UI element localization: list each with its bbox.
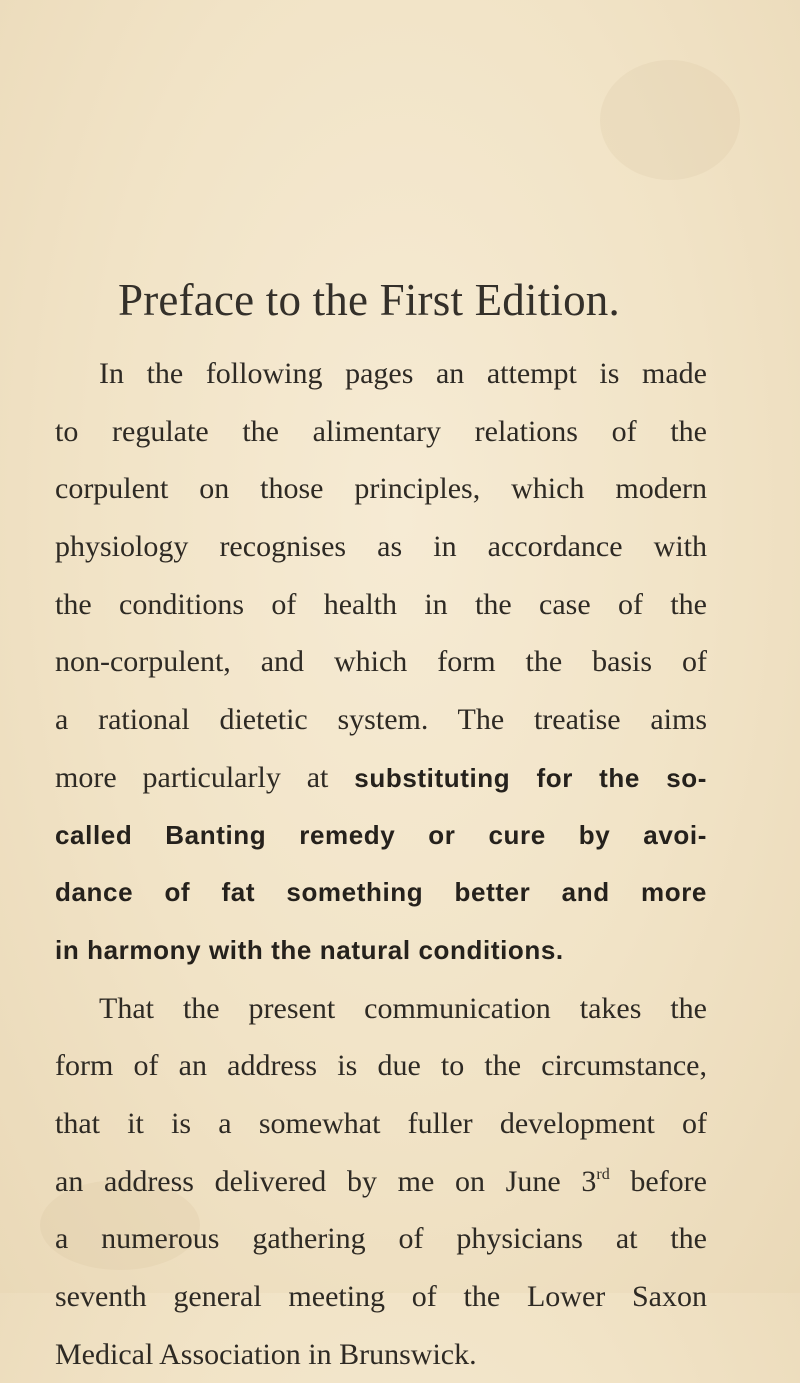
text-line: a numerous gathering of physicians at the bbox=[55, 1222, 707, 1256]
text-line: form of an address is due to the circumstance, bbox=[55, 1049, 707, 1083]
text-line-before: an address delivered by me on June 3 bbox=[55, 1164, 597, 1198]
bold-text-line: in harmony with the natural conditions. bbox=[55, 934, 564, 965]
preface-body bbox=[55, 345, 707, 1383]
text-line-plain-part: more particularly at bbox=[55, 760, 355, 794]
bold-text-line: dance of fat something better and more bbox=[55, 877, 707, 908]
text-line: corpulent on those principles, which modern bbox=[55, 472, 707, 506]
text-line: physiology recognises as in accordance with bbox=[55, 530, 707, 564]
text-line: a rational dietetic system. The treatise aims bbox=[55, 703, 707, 737]
text-line: Medical Association in Brunswick. bbox=[55, 1337, 477, 1371]
text-line-mixed bbox=[55, 749, 707, 807]
text-line: non-corpulent, and which form the basis of bbox=[55, 645, 707, 679]
text-line-bold-part: substituting for the so- bbox=[354, 762, 707, 793]
text-line-with-ordinal bbox=[55, 1153, 707, 1211]
bold-text-line: called Banting remedy or cure by avoi- bbox=[55, 819, 707, 850]
text-line: That the present communication takes the bbox=[99, 991, 707, 1025]
ordinal-suffix: rd bbox=[596, 1165, 610, 1183]
text-line: the conditions of health in the case of the bbox=[55, 587, 707, 621]
text-line: to regulate the alimentary relations of the bbox=[55, 414, 707, 448]
text-line: In the following pages an attempt is made bbox=[99, 357, 707, 390]
page-title: Preface to the First Edition. bbox=[118, 275, 620, 325]
paragraph-1 bbox=[55, 345, 707, 980]
text-line: seventh general meeting of the Lower Saxon bbox=[55, 1280, 707, 1313]
text-line: that it is a somewhat fuller development of bbox=[55, 1106, 707, 1140]
paper-stain bbox=[600, 60, 740, 180]
text-line-after: before bbox=[609, 1164, 707, 1198]
paragraph-2 bbox=[55, 980, 707, 1383]
